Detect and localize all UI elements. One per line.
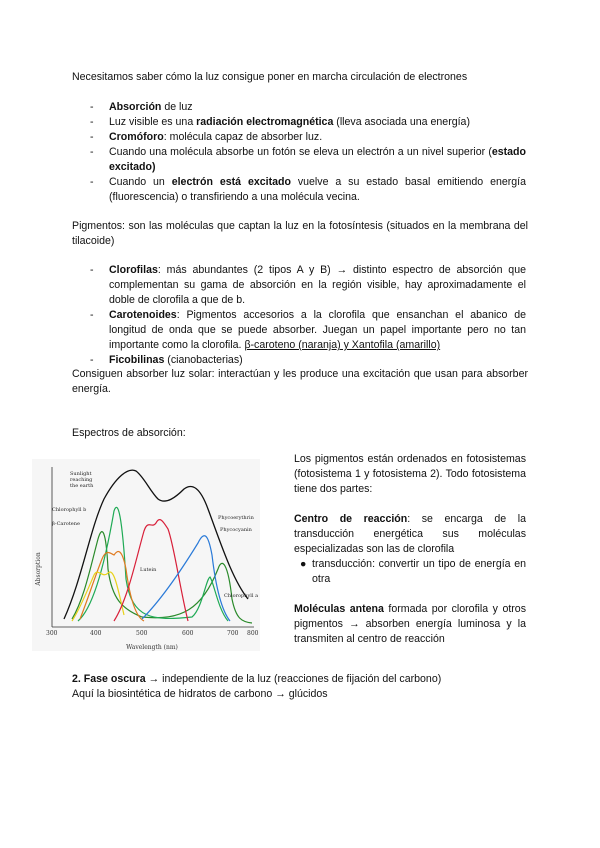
tick-label: 600 xyxy=(182,630,194,637)
figure-label: Sunlight xyxy=(70,471,92,477)
dark-phase-line: Aquí la biosintética de hidratos de carbono → glúcidos xyxy=(72,688,328,700)
figure-label: the earth xyxy=(70,483,94,489)
figure-label: Chlorophyll b xyxy=(52,507,87,513)
bullet-icon: ● xyxy=(300,558,307,570)
phycocyanin-curve xyxy=(142,536,230,621)
figure-label: Chlorophyll a xyxy=(224,593,259,599)
antenna-paragraph: Moléculas antena formada por clorofila y otros pigmentos → absorben energía luminosa y la transmiten al centro de reacción xyxy=(294,603,526,645)
list-item: - Clorofilas: más abundantes (2 tipos A y B) → distinto espectro de absorción que complementan su gama de absorción en la región visible, hay aproximadamente el doble de clorofila a que de b. xyxy=(72,263,526,308)
pigments-paragraph: Pigmentos: son las moléculas que captan la luz en la fotosíntesis (situados en la membrana del tilacoide) xyxy=(72,220,528,247)
y-axis-label: Absorption xyxy=(35,552,42,586)
list-item: - Absorción de luz xyxy=(72,100,526,115)
sunlight-curve xyxy=(64,470,248,619)
tick-label: 300 xyxy=(46,630,58,637)
list-item: - Cuando una molécula absorbe un fotón se eleva un electrón a un nivel superior (estado excitado) xyxy=(72,145,526,175)
figure-label: reaching xyxy=(70,477,93,483)
photosystems-paragraph: Los pigmentos están ordenados en fotosistemas (fotosistema 1 y fotosistema 2). Todo fotosistema tiene dos partes: xyxy=(294,453,526,495)
consiguen-paragraph: Consiguen absorber luz solar: interactúan y les produce una excitación que usan para absorber energía. xyxy=(72,368,528,395)
dark-phase-heading: 2. Fase oscura → independiente de la luz (reacciones de fijación del carbono) xyxy=(72,673,442,685)
tick-label: 700 xyxy=(227,630,239,637)
tick-label: 800 xyxy=(247,630,259,637)
figure-label: Phycoerythrin xyxy=(218,515,254,521)
list-item: - Carotenoides: Pigmentos accesorios a la clorofila que ensanchan el abanico de longitud de onda que se puede absorber. Juegan un papel importante pero no tan importante como la clorofila. β-caroteno (naranja) y Xantofila (amarillo) xyxy=(72,308,526,353)
list-item: - Cuando un electrón está excitado vuelve a su estado basal emitiendo energía (fluorescencia) o transfiriendo a una molécula vecina. xyxy=(72,175,526,205)
light-absorption-list xyxy=(72,100,526,205)
list-item: - Ficobilinas (cianobacterias) xyxy=(72,353,526,368)
list-item: - Cromóforo: molécula capaz de absorber luz. xyxy=(72,130,526,145)
list-item: - Luz visible es una radiación electromagnética (lleva asociada una energía) xyxy=(72,115,526,130)
list-item: ● transducción: convertir un tipo de energía en otra xyxy=(300,558,526,585)
figure-label: Phycocyanin xyxy=(220,527,252,533)
figure-label: Lutein xyxy=(140,567,157,573)
intro-paragraph: Necesitamos saber cómo la luz consigue poner en marcha circulación de electrones xyxy=(72,71,468,83)
pigments-list xyxy=(72,263,526,368)
photosystems-text xyxy=(294,452,526,647)
reaction-center-paragraph: Centro de reacción: se encarga de la transducción energética sus moléculas especializadas son las de clorofila xyxy=(294,513,526,555)
tick-label: 400 xyxy=(90,630,102,637)
dark-phase-section xyxy=(72,672,532,702)
absorption-spectra-figure xyxy=(32,459,260,651)
section-heading: Espectros de absorción: xyxy=(72,427,186,439)
figure-label: β-Carotene xyxy=(52,521,80,527)
tick-label: 500 xyxy=(136,630,148,637)
x-axis-label: Wavelength (nm) xyxy=(126,644,178,651)
